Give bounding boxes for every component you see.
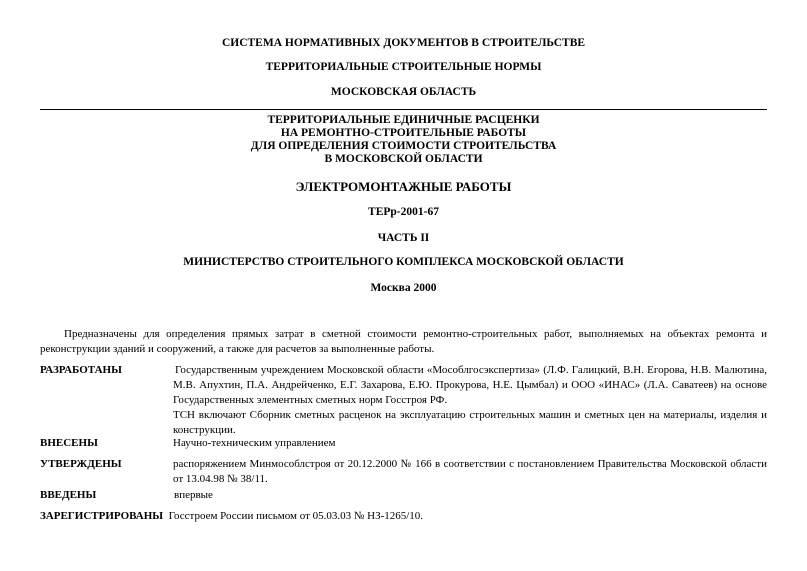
approved-row: [40, 457, 767, 487]
developed-text: [173, 363, 767, 438]
approved-label: УТВЕРЖДЕНЫ: [40, 458, 122, 470]
registered-row: [40, 509, 767, 524]
title-line-1: ТЕРРИТОРИАЛЬНЫЕ ЕДИНИЧНЫЕ РАСЦЕНКИ: [267, 114, 540, 126]
introduced-row: [40, 436, 767, 451]
registered-label: ЗАРЕГИСТРИРОВАНЫ: [40, 510, 164, 522]
introduced-label: ВНЕСЕНЫ: [40, 437, 98, 449]
enacted-row: [40, 488, 767, 503]
registered-text: Госстроем России письмом от 05.03.03 № НЗ-1265/10.: [168, 510, 424, 522]
document-part: ЧАСТЬ II: [377, 232, 430, 244]
title-line-3: ДЛЯ ОПРЕДЕЛЕНИЯ СТОИМОСТИ СТРОИТЕЛЬСТВА: [250, 140, 557, 152]
header-region: МОСКОВСКАЯ ОБЛАСТЬ: [330, 86, 477, 98]
place-year: Москва 2000: [370, 282, 437, 294]
approved-text: распоряжением Минмособлстроя от 20.12.2000 № 166 в соответствии с постановлением Правительства Московской области от 13.04.98 № 38/11.: [173, 458, 767, 485]
header-divider: [40, 109, 767, 110]
header-system: СИСТЕМА НОРМАТИВНЫХ ДОКУМЕНТОВ В СТРОИТЕЛЬСТВЕ: [221, 37, 586, 49]
developed-text-2: ТСН включают Сборник сметных расценок на эксплуатацию строительных машин и сметных цен на материалы, изделия и конструкции.: [173, 409, 767, 436]
developed-text-1: Государственным учреждением Московской области «Мособлгосэкспертиза» (Л.Ф. Галицкий, В.Н. Егорова, Н.В. Малютина, М.В. Апухтин, П.А. Андрейченко, Е.Г. Захарова, Е.Ю. Прокурова, Н.Е. Цымбал) и ООО «ИНАС» (Л.А. Саватеев) на основе Государственных элементных сметных норм Госстроя РФ.: [173, 364, 767, 406]
enacted-label: ВВЕДЕНЫ: [40, 489, 97, 501]
title-line-2: НА РЕМОНТНО-СТРОИТЕЛЬНЫЕ РАБОТЫ: [280, 127, 527, 139]
developed-row: [40, 363, 767, 436]
introduced-text: Научно-техническим управлением: [173, 437, 336, 449]
title-line-4: В МОСКОВСКОЙ ОБЛАСТИ: [324, 153, 483, 165]
developed-label: РАЗРАБОТАНЫ: [40, 364, 122, 376]
document-code: ТЕРр-2001-67: [368, 206, 439, 218]
header-norms: ТЕРРИТОРИАЛЬНЫЕ СТРОИТЕЛЬНЫЕ НОРМЫ: [265, 61, 542, 73]
intro-paragraph: Предназначены для определения прямых затрат в сметной стоимости ремонтно-строительных работ, выполняемых на объектах ремонта и реконструкции зданий и сооружений, а также для расчетов за выполненные работы.: [40, 328, 767, 355]
ministry-name: МИНИСТЕРСТВО СТРОИТЕЛЬНОГО КОМПЛЕКСА МОСКОВСКОЙ ОБЛАСТИ: [183, 256, 624, 268]
document-subject: ЭЛЕКТРОМОНТАЖНЫЕ РАБОТЫ: [295, 179, 512, 194]
enacted-text: впервые: [174, 489, 213, 501]
